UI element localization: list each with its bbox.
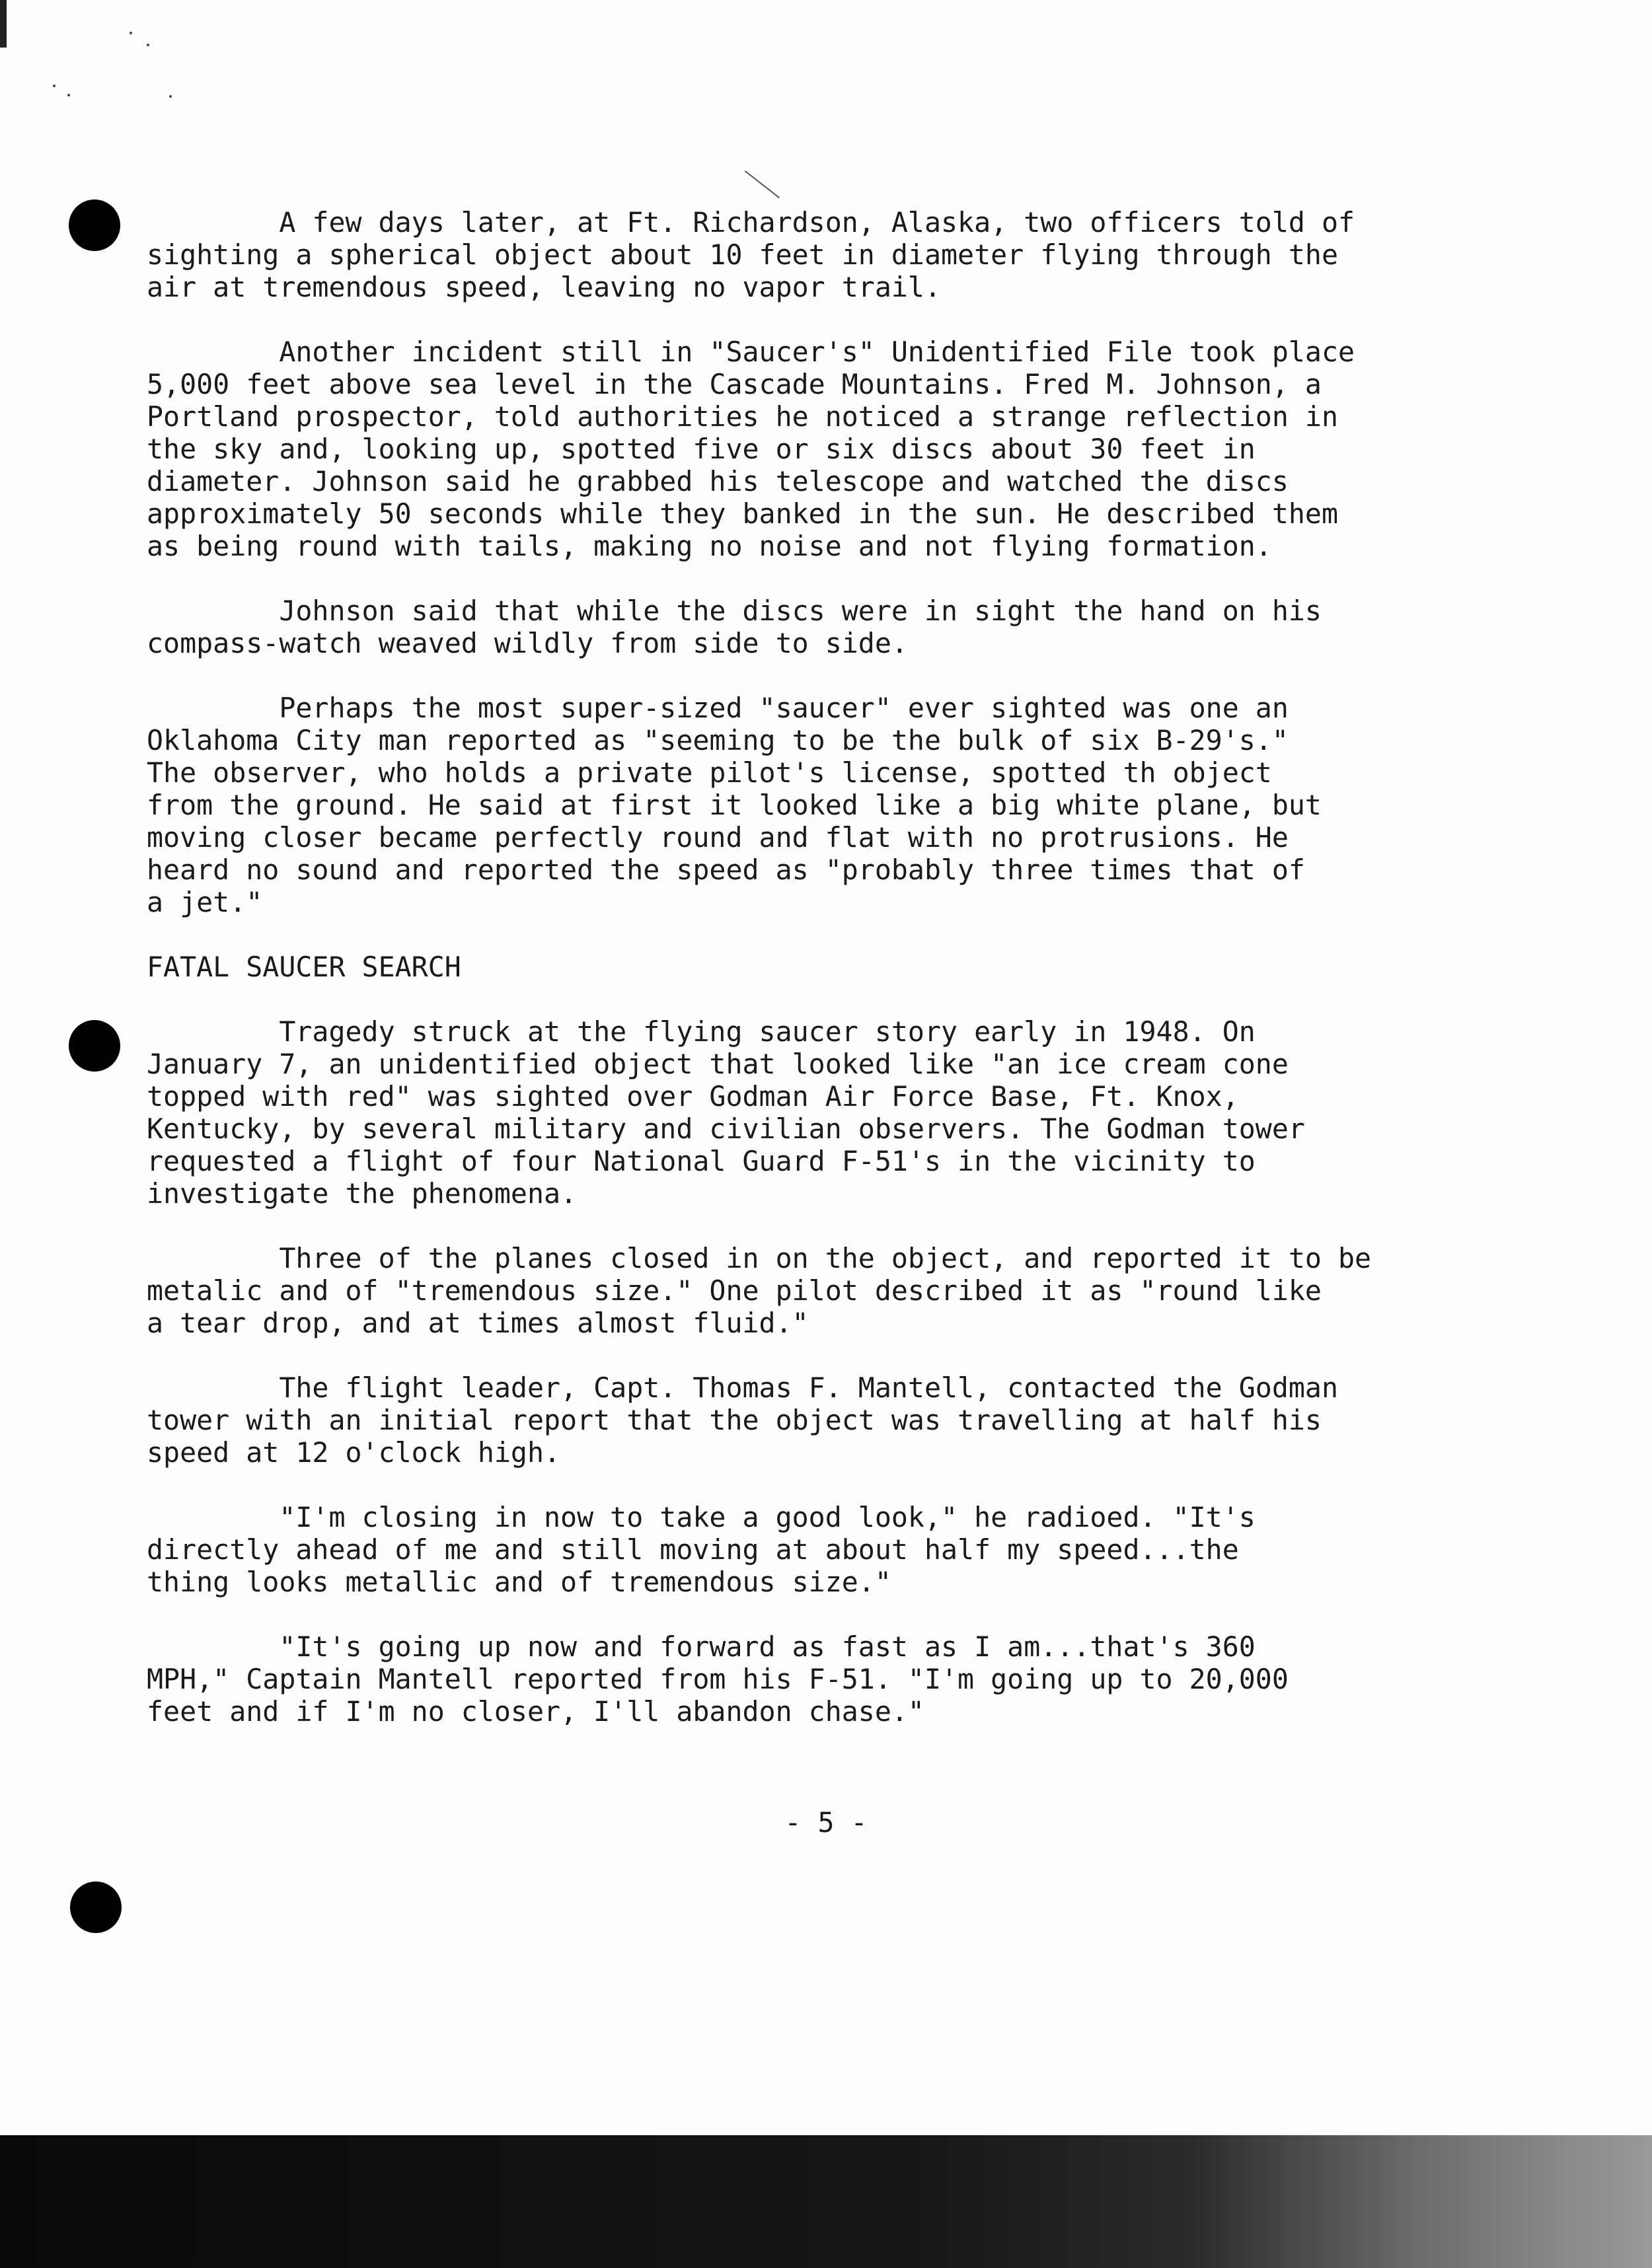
paragraph-going-up: "It's going up now and forward as fast as I am...that's 360 MPH," Captain Mantell reported from his F-51. "I'm going up to 20,000 feet and if I'm no closer, I'll abandon chase." [147, 1630, 1289, 1728]
scan-speck [130, 32, 132, 34]
punch-hole-bottom [70, 1882, 122, 1933]
punch-hole-top [69, 200, 120, 251]
section-heading: FATAL SAUCER SEARCH [147, 951, 461, 983]
page-number: - 5 - [784, 1806, 868, 1839]
scan-edge-mark [0, 0, 7, 48]
paragraph-godman-tragedy: Tragedy struck at the flying saucer story early in 1948. On January 7, an unidentified object that looked like "an ice cream cone topped with red" was sighted over Godman Air Force Base, Ft. Knox, Kentucky, by several military and civilian observers. The Godman tower requested a flight of four National Guard F-51's in the vicinity to investigate the phenomena. [147, 1015, 1305, 1210]
paragraph-planes-closed-in: Three of the planes closed in on the object, and reported it to be metalic and of "tremendous size." One pilot described it as "round like a tear drop, and at times almost fluid." [147, 1242, 1372, 1339]
paragraph-cascade-mountains: Another incident still in "Saucer's" Unidentified File took place 5,000 feet above sea level in the Cascade Mountains. Fred M. Johnson, a Portland prospector, told authorities he noticed a strange reflection in the sky and, looking up, spotted five or six discs about 30 feet in diameter. Johnson said he grabbed his telescope and watched the discs approximately 50 seconds while they banked in the sun. He described them as being round with tails, making no noise and not flying formation. [147, 336, 1355, 562]
paragraph-flight-leader: The flight leader, Capt. Thomas F. Mantell, contacted the Godman tower with an initial report that the object was travelling at half his speed at 12 o'clock high. [147, 1372, 1338, 1469]
scan-speck [147, 44, 149, 46]
typewritten-body [147, 206, 1587, 1760]
paragraph-ft-richardson: A few days later, at Ft. Richardson, Alaska, two officers told of sighting a spherical object about 10 feet in diameter flying through the air at tremendous speed, leaving no vapor trail. [147, 206, 1355, 303]
paragraph-oklahoma-city: Perhaps the most super-sized "saucer" ever sighted was one an Oklahoma City man reported as "seeming to be the bulk of six B-29's." The observer, who holds a private pilot's license, spotted th object from the ground. He said at first it looked like a big white plane, but moving closer became perfectly round and flat with no protrusions. He heard no sound and reported the speed as "probably three times that of a jet." [147, 692, 1322, 918]
scan-speck [67, 94, 70, 96]
scan-speck [169, 95, 172, 98]
paragraph-compass-watch: Johnson said that while the discs were in sight the hand on his compass-watch weaved wildly from side to side. [147, 595, 1322, 659]
scanner-bed-shadow [0, 2135, 1652, 2268]
paragraph-closing-in: "I'm closing in now to take a good look," he radioed. "It's directly ahead of me and still moving at about half my speed...the thing looks metallic and of tremendous size." [147, 1501, 1256, 1598]
scan-speck [53, 85, 56, 87]
punch-hole-middle [69, 1020, 120, 1072]
stray-pen-mark [745, 170, 780, 198]
